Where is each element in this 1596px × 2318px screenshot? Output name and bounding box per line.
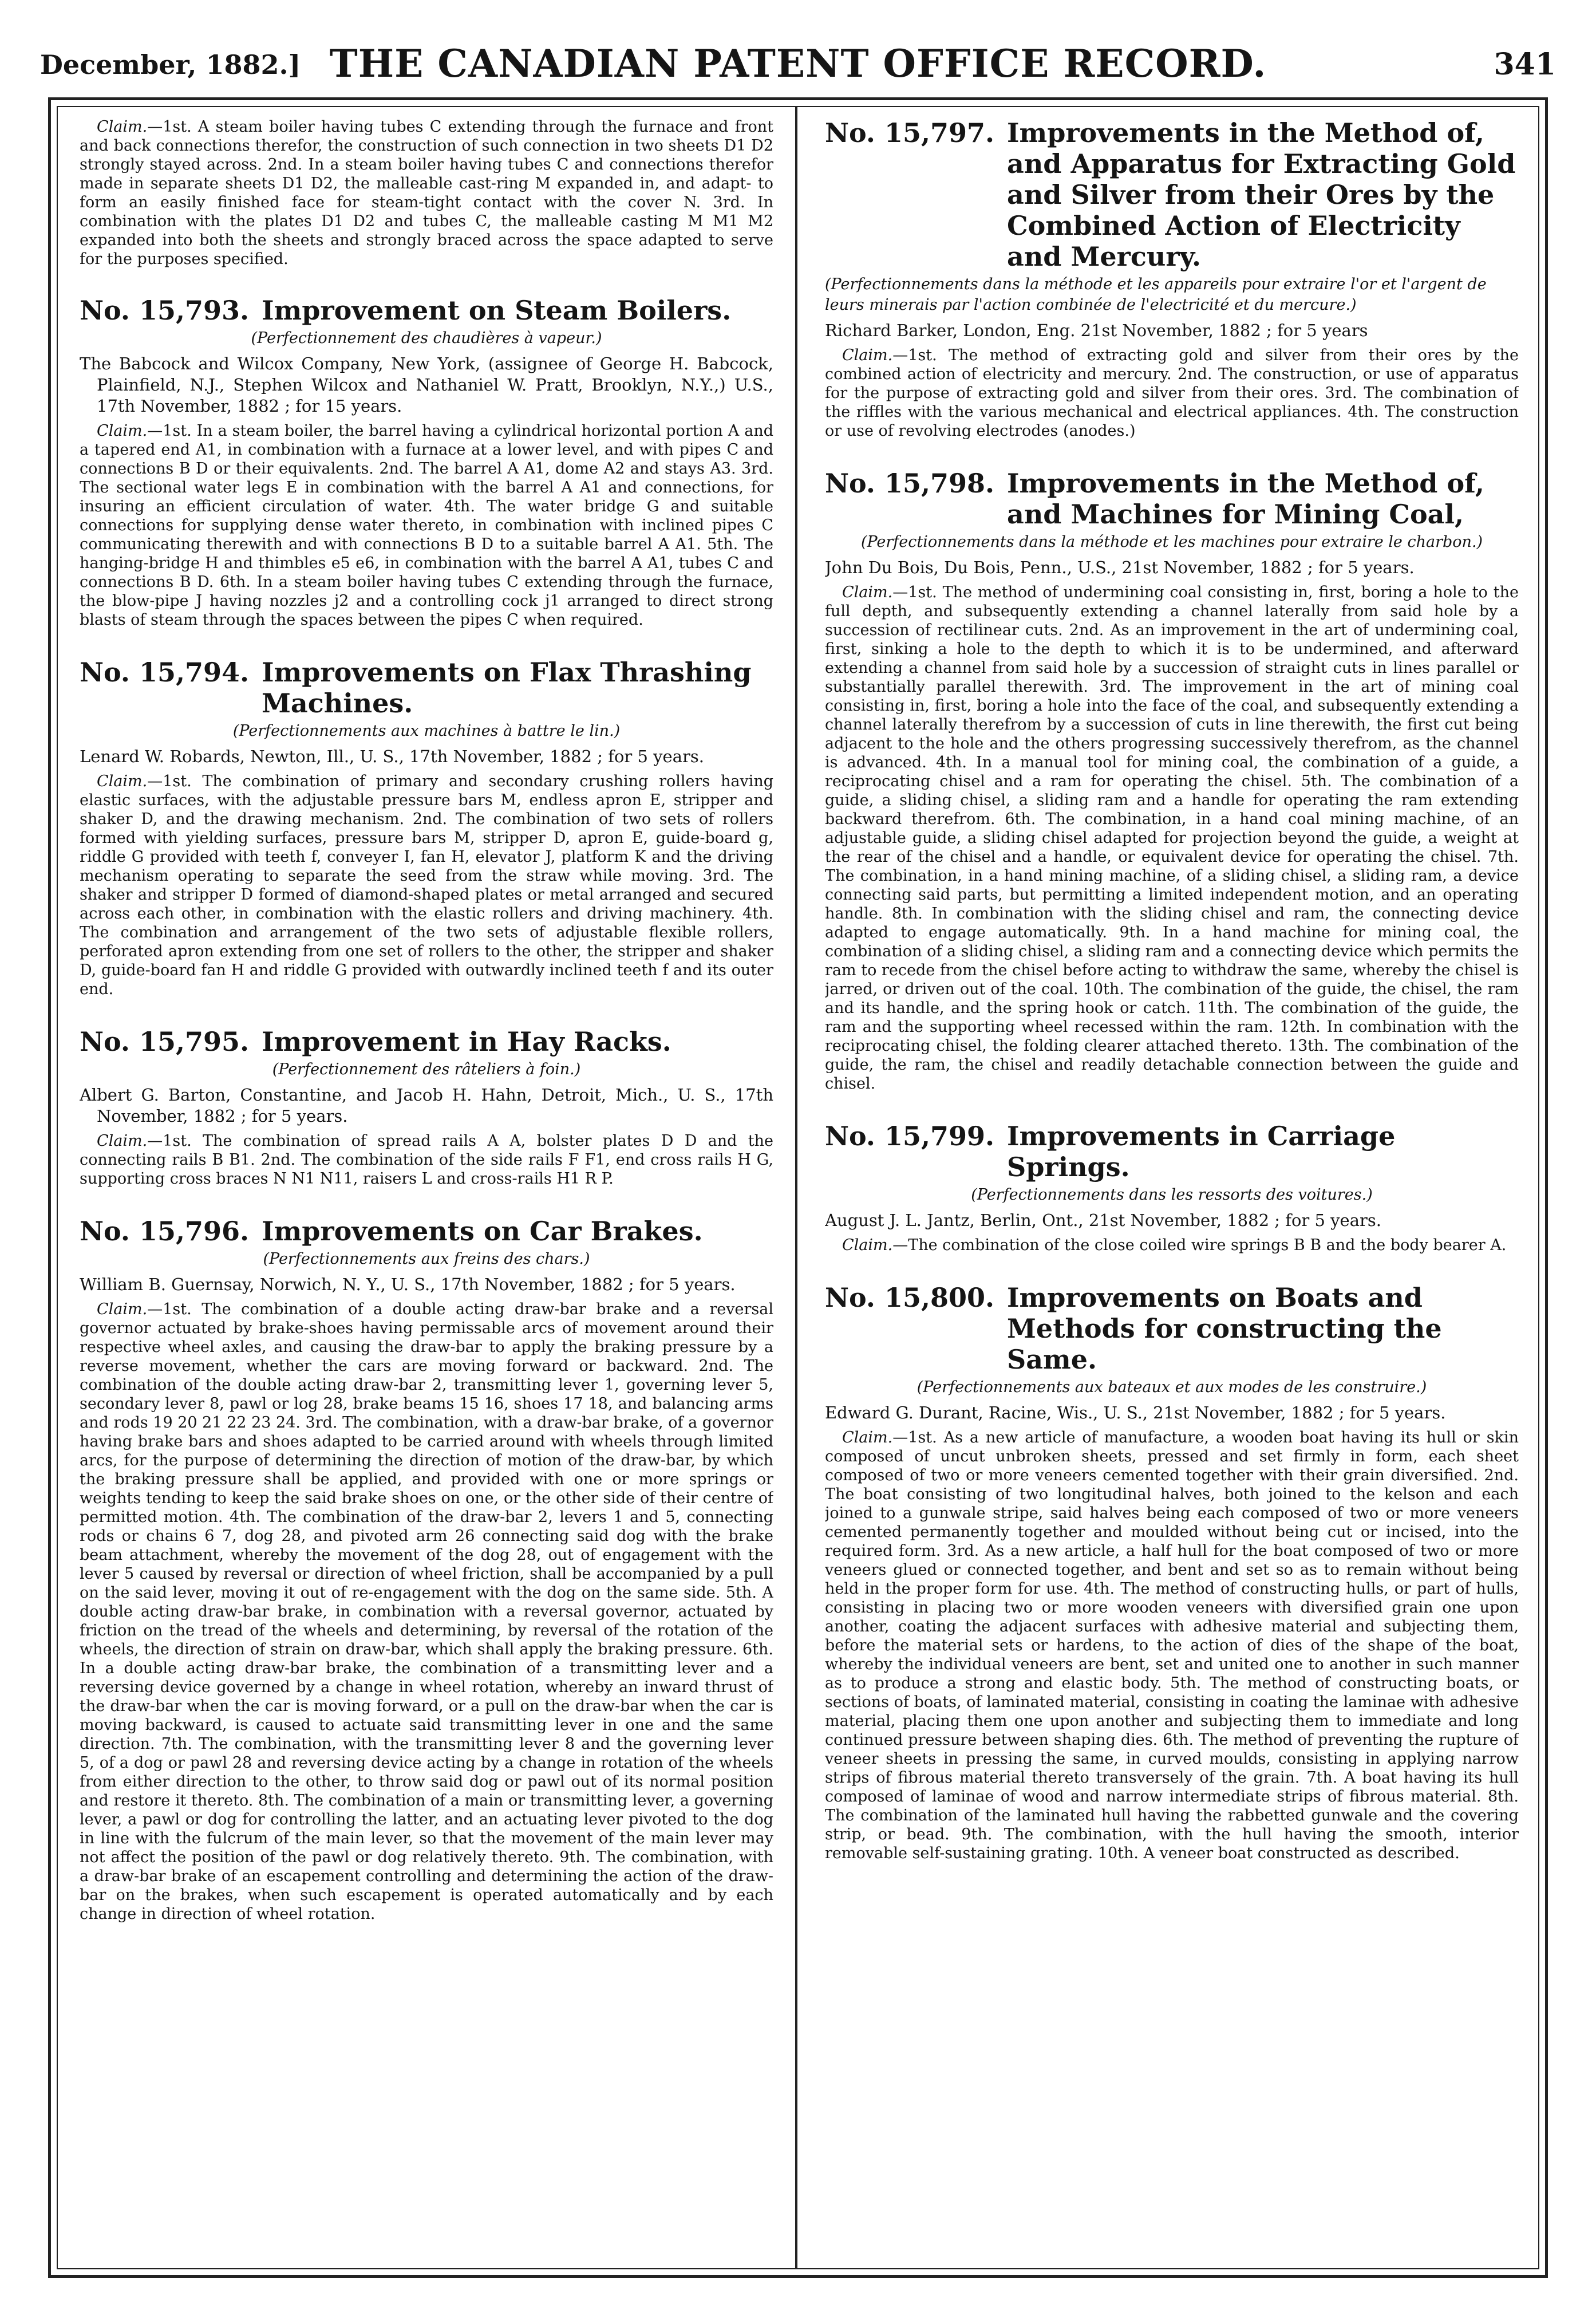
patent-entry-15795 [80, 1026, 773, 1188]
claim-text: —1st. As a new article of manufacture, a wooden boat having its hull or skin composed of uncut unbroken sheets, pressed and set firmly in form, each sheet composed of two or more veneers cemented together with their grain diversified. 2nd. The boat consisting of two longitudinal halves, both joined to the kelson and each joined to a gunwale stripe, said halves being each composed of two or more veneers cemented permanently together and moulded without being cut or incised, into the required form. 3rd. As a new article, a half hull for the boat composed of two or more veneers glued or connected together, and bent and set so as to remain without being held in the proper form for use. 4th. The method of constructing hulls, or part of hulls, consisting in placing two or more wooden veneers with diversified grain one upon another, coating the adjacent surfaces with adhesive material and subjecting them, before the material sets or hardens, to the action of dies of the shape of the boat, whereby the individual veneers are bent, set and united one to another in such manner as to produce a strong and elastic body. 5th. The method of constructing boats, or sections of boats, of laminated material, consisting in coating the laminae with adhesive material, placing them one upon another and subjecting them to immediate and long continued pressure between shaping dies. 6th. The method of preventing the rupture of veneer sheets in pressing the same, in curved moulds, consisting in applying narrow strips of fibrous material thereto transversely of the grain. 7th. A boat having its hull composed of laminae of wood and narrow intermediate strips of fibrous material. 8th. The combination of the laminated hull having the rabbetted gunwale and the covering strip, or bead. 9th. The combination, with the hull having the smooth, interior removable self-sustaining grating. 10th. A veneer boat constructed as described. [825, 1429, 1519, 1862]
claim-label: Claim. [97, 422, 148, 440]
inventor-line: August J. L. Jantz, Berlin, Ont., 21st November, 1882 ; for 5 years. [825, 1211, 1381, 1230]
claim-paragraph [825, 1236, 1519, 1255]
claim-label: Claim. [842, 584, 893, 601]
entry-heading [825, 1121, 1519, 1182]
french-title: (Perfectionnements dans la méthode et les machines pour extraire le charbon.) [860, 533, 1483, 551]
claim-label: Claim. [97, 1132, 148, 1150]
claim-text: —1st. A steam boiler having tubes C extending through the furnace and front and back connections therefor, the construction of such connection in two sheets D1 D2 strongly stayed across. 2nd. In a steam boiler having tubes C and connections therefor made in separate sheets D1 D2, the malleable cast-ring M expanded in, and adapt- to form an easily finished face for steam-tight contact with the cover N. 3rd. In combination with the plates D1 D2 and tubes C, the malleable casting M M1 M2 expanded into both the sheets and strongly braced across the space adapted to serve for the purposes specified. [80, 118, 773, 268]
patent-entry-15793 [80, 295, 773, 629]
patent-entry-15800 [825, 1282, 1519, 1863]
patent-title: Improvements in the Method of, and Apparatus for Extracting Gold and Silver from their Ores by the Combined Action of Electricity and Mercury. [1007, 117, 1516, 272]
claim-paragraph [825, 346, 1519, 440]
column-divider [795, 106, 797, 2269]
inventor-line: Richard Barker, London, Eng. 21st November, 1882 ; for 5 years [825, 321, 1368, 340]
claim-text: —1st. The method of extracting gold and silver from their ores by the combined action of electricity and mercury. 2nd. The construction, or use of apparatus for the purpose of extracting gold and silver from their ores. 3rd. The combination of the riffles with the various mechanical and electrical appliances. 4th. The construction or use of revolving electrodes (anodes.) [825, 346, 1519, 440]
claim-paragraph [80, 772, 773, 999]
french-title: (Perfectionnements aux machines à battre le lin.) [232, 722, 621, 740]
claim-paragraph [825, 583, 1519, 1093]
patent-entry-15794 [80, 657, 773, 999]
patent-title: Improvements on Boats and Methods for constructing the Same. [1007, 1282, 1442, 1375]
claim-label: Claim. [97, 1300, 148, 1318]
claim-text: —1st. In a steam boiler, the barrel having a cylindrical horizontal portion A and a tapered end A1, in combination with a furnace at a lower level, and with pipes C and connections B D or their equivalents. 2nd. The barrel A A1, dome A2 and stays A3. 3rd. The sectional water legs E in combination with the barrel A A1 and connections, for insuring an efficient circulation of water. 4th. The water bridge G and suitable connections for supplying dense water thereto, in combination with inclined pipes C communicating therewith and with connections B D to a suitable barrel A A1. 5th. The hanging-bridge H and thimbles e5 e6, in combination with the barrel A A1, tubes C and connections B D. 6th. In a steam boiler having tubes C extending through the furnace, the blow-pipe J having nozzles j2 and a controlling cock j1 arranged to direct strong blasts of steam through the spaces between the pipes C when required. [80, 422, 773, 629]
claim-label: Claim. [842, 1429, 893, 1446]
inventor-line: William B. Guernsay, Norwich, N. Y., U. S., 17th November, 1882 ; for 5 years. [80, 1275, 736, 1294]
continued-claim [80, 117, 773, 269]
page-header [40, 41, 1556, 87]
french-title: (Perfectionnements aux freins des chars.) [263, 1250, 590, 1268]
entry-heading [825, 1282, 1519, 1375]
patent-number: No. 15,800. [825, 1282, 995, 1313]
claim-paragraph [80, 1300, 773, 1923]
claim-text: —The combination of the close coiled wire springs B B and the body bearer A. [892, 1236, 1507, 1254]
french-title: (Perfectionnement des chaudières à vapeur.) [251, 329, 602, 347]
right-column [825, 117, 1519, 2258]
patent-number: No. 15,796. [80, 1216, 250, 1247]
patent-entry-15796 [80, 1216, 773, 1923]
patent-number: No. 15,794. [80, 657, 250, 688]
patent-title: Improvements on Car Brakes. [262, 1216, 703, 1247]
inventor-line: Edward G. Durant, Racine, Wis., U. S., 21st November, 1882 ; for 5 years. [825, 1403, 1446, 1422]
claim-text: —1st. The combination of primary and secondary crushing rollers having elastic surfaces, with the adjustable pressure bars M, endless apron E, stripper and shaker D, and the drawing mechanism. 2nd. The combination of two sets of rollers formed with yielding surfaces, pressure bars M, stripper D, apron E, guide-board g, riddle G provided with teeth f, conveyer I, fan H, elevator J, platform K and the driving mechanism operating to separate the seed from the straw while moving. 3rd. The shaker and stripper D formed of diamond-shaped plates or metal arranged and secured across each other, in combination with the elastic rollers and driving machinery. 4th. The combination and arrangement of the two sets of adjustable flexible rollers, perforated apron extending from one set of rollers to the other, the stripper and shaker D, guide-board fan H and riddle G provided with outwardly inclined teeth f and its outer end. [80, 772, 773, 998]
claim-label: Claim. [97, 118, 148, 136]
french-title: (Perfectionnement des râteliers à foin.) [272, 1061, 581, 1078]
patent-number: No. 15,797. [825, 117, 995, 148]
left-column [80, 117, 773, 2258]
french-title: (Perfectionnements dans les ressorts des voitures.) [971, 1186, 1373, 1204]
entry-heading [80, 1216, 773, 1247]
claim-paragraph [80, 1132, 773, 1188]
inventor-line: Albert G. Barton, Constantine, and Jacob H. Hahn, Detroit, Mich., U. S., 17th November, 1882 ; for 5 years. [80, 1085, 773, 1126]
publication-title: THE CANADIAN PATENT OFFICE RECORD. [329, 41, 1267, 86]
claim-label: Claim. [97, 772, 148, 790]
inventor-line: Lenard W. Robards, Newton, Ill., U. S., 17th November, 1882 ; for 5 years. [80, 747, 704, 766]
issue-date: December, 1882.] [40, 49, 301, 80]
patent-entry-15797 [825, 117, 1519, 440]
page-number: 341 [1494, 47, 1556, 82]
french-title: (Perfectionnements aux bateaux et aux modes de les construire.) [916, 1378, 1427, 1396]
entry-heading [80, 295, 773, 326]
patent-number: No. 15,793. [80, 295, 250, 326]
claim-label: Claim. [842, 346, 893, 364]
patent-entry-15798 [825, 468, 1519, 1093]
patent-title: Improvements on Flax Thrashing Machines. [262, 657, 752, 719]
claim-text: —1st. The method of undermining coal consisting in, first, boring a hole to the full depth, and subsequently extending a channel laterally from said hole by a succession of rectilinear cuts. 2nd. As an improvement in the art of undermining coal, first, sinking a hole to the depth to which it is to be undermined, and afterward extending a channel from said hole by a succession of straight cuts in lines parallel or substantially parallel therewith. 3rd. The improvement in the art of mining coal consisting in, first, boring a hole into the face of the coal, and subsequently extending a channel laterally therefrom by a succession of cuts in line therewith, the first cut being adjacent to the hole and the others progressing successively therefrom, as the channel is advanced. 4th. In a manual tool for mining coal, the combination of a guide, a reciprocating chisel and a ram for operating the chisel. 5th. The combination of a guide, a sliding chisel, a sliding ram and a handle for operating the ram extending backward therefrom. 6th. The combination, in a hand coal mining machine, of an adjustable guide, a sliding chisel adapted for projection beyond the guide, a weight at the rear of the chisel and a handle, or equivalent device for operating the chisel. 7th. The combination, in a hand mining machine, of a sliding chisel, a sliding ram, a device connecting said parts, but permitting a limited independent motion, and an operating handle. 8th. In combination with the sliding chisel and ram, the connecting device adapted to engage automatically. 9th. In a hand machine for mining coal, the combination of a sliding chisel, a sliding ram and a connecting device which permits the ram to recede from the chisel before acting to withdraw the same, whereby the chisel is jarred, or driven out of the coal. 10th. The combination of the guide, the chisel, the ram and its handle, and the spring hook or catch. 11th. The combination of the guide, the ram and the supporting wheel recessed within the ram. 12th. In combination with the reciprocating chisel, the folding clearer attached thereto. 13th. The combination of the guide, the ram, the chisel and readily detachable connection between the guide and chisel. [825, 584, 1519, 1093]
patent-number: No. 15,799. [825, 1121, 995, 1152]
patent-title: Improvements in the Method of, and Machines for Mining Coal, [1007, 468, 1484, 530]
entry-heading [825, 468, 1519, 530]
page-frame [48, 97, 1548, 2278]
patent-number: No. 15,795. [80, 1026, 250, 1057]
claim-paragraph [825, 1428, 1519, 1863]
french-title: (Perfectionnements dans la méthode et les appareils pour extraire l'or et l'argent de leurs minerais par l'action combinée de l'electricité et du mercure.) [825, 275, 1487, 314]
inventor-line: The Babcock and Wilcox Company, New York, (assignee of George H. Babcock, Plainfield, N.J., Stephen Wilcox and Nathaniel W. Pratt, Brooklyn, N.Y.,) U.S., 17th November, 1882 ; for 15 years. [80, 354, 773, 416]
claim-text: —1st. The combination of spread rails A A, bolster plates D D and the connecting rails B B1. 2nd. The combination of the side rails F F1, end cross rails H G, supporting cross braces N N1 N11, raisers L and cross-rails H1 R P. [80, 1132, 773, 1188]
entry-heading [80, 657, 773, 719]
patent-title: Improvements in Carriage Springs. [1007, 1121, 1396, 1182]
patent-number: No. 15,798. [825, 468, 995, 499]
patent-entry-15799 [825, 1121, 1519, 1255]
inventor-line: John Du Bois, Du Bois, Penn., U.S., 21st November, 1882 ; for 5 years. [825, 558, 1415, 577]
entry-heading [825, 117, 1519, 272]
patent-title: Improvement on Steam Boilers. [262, 295, 732, 326]
claim-paragraph [80, 421, 773, 629]
entry-heading [80, 1026, 773, 1057]
claim-text: —1st. The combination of a double acting draw-bar brake and a reversal governor actuated by brake-shoes having permissable arcs of movement around their respective wheel axles, and causing the draw-bar to apply the braking pressure by a reverse movement, whether the cars are moving forward or backward. 2nd. The combination of the double acting draw-bar 2, transmitting lever 1, governing lever 5, secondary lever 8, pawl or log 28, brake beams 15 16, shoes 17 18, and balancing arms and rods 19 20 21 22 23 24. 3rd. The combination, with a draw-bar brake, of a governor having brake bars and shoes adapted to be carried around with wheels through limited arcs, for the purpose of determining the direction of motion of the draw-bar, by which the braking pressure shall be applied, and provided with one or more springs or weights tending to keep the said brake shoes on one, or the other side of their centre of permitted motion. 4th. The combination of the draw-bar 2, levers 1 and 5, connecting rods or chains 6 7, dog 28, and pivoted arm 26 connecting said dog with the brake beam attachment, whereby the movement of the dog 28, out of engagement with the lever 5 caused by reversal or direction of wheel friction, shall be accompanied by a pull on the said lever, moving it out of re-engagement with the dog on the same side. 5th. A double acting draw-bar brake, in combination with a reversal governor, actuated by friction on the tread of the wheels and determining, by reversal of the rotation of the wheels, the direction of strain on draw-bar, which shall apply the braking pressure. 6th. In a double acting draw-bar brake, the combination of a transmitting lever and a reversing device governed by a change in wheel rotation, whereby an inward thrust of the draw-bar when the car is moving forward, or a pull on the draw-bar when the car is moving backward, is caused to actuate said transmitting lever in one and the same direction. 7th. The combination, with the transmitting lever 8 and the governing lever 5, of a dog or pawl 28 and reversing device acting by a change in rotation of the wheels from either direction to the other, to throw said dog or pawl out of its normal position and restore it thereto. 8th. The combination of a main or transmitting lever, a governing lever, a pawl or dog for controlling the latter, and an actuating lever pivoted to the dog in line with the fulcrum of the main lever, so that the movement of the main lever may not affect the position of the pawl or dog relatively thereto. 9th. The combination, with a draw-bar brake of an escapement controlling and determining the action of the draw-bar on the brakes, when such escapement is operated automatically and by each change in direction of wheel rotation. [80, 1300, 773, 1923]
claim-label: Claim. [842, 1236, 893, 1254]
patent-title: Improvement in Hay Racks. [262, 1026, 671, 1057]
